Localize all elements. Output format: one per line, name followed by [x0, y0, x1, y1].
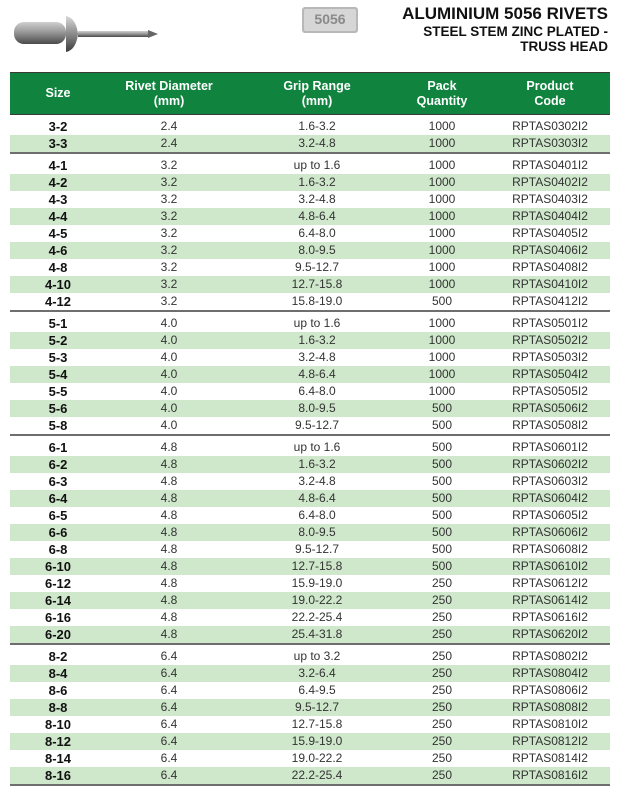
pack-quantity-cell: 250 — [431, 717, 453, 731]
size-cell: 3-3 — [48, 136, 68, 151]
pack-quantity-cell: 1000 — [428, 119, 456, 133]
diameter-cell: 4.0 — [160, 316, 178, 330]
product-code-cell: RPTAS0405I2 — [512, 226, 588, 240]
grip-range-cell: 12.7-15.8 — [291, 717, 343, 731]
pack-quantity-cell: 1000 — [428, 192, 456, 206]
product-code-cell: RPTAS0401I2 — [512, 158, 588, 172]
pack-quantity-cell: 1000 — [428, 243, 456, 257]
table-body — [10, 115, 610, 786]
table-row — [10, 293, 610, 310]
product-code-cell: RPTAS0816I2 — [512, 768, 588, 782]
pack-quantity-cell: 250 — [431, 734, 453, 748]
pack-quantity-cell: 1000 — [428, 350, 456, 364]
pack-quantity-cell: 500 — [431, 294, 453, 308]
table-row — [10, 366, 610, 383]
diameter-cell: 4.8 — [160, 542, 178, 556]
size-cell: 6-2 — [48, 457, 68, 472]
pack-quantity-cell: 250 — [431, 768, 453, 782]
diameter-cell: 6.4 — [160, 717, 178, 731]
table-row — [10, 558, 610, 575]
diameter-cell: 4.8 — [160, 474, 178, 488]
grip-range-cell: 8.0-9.5 — [298, 401, 336, 415]
product-code-cell: RPTAS0604I2 — [512, 491, 588, 505]
size-cell: 8-12 — [44, 734, 72, 749]
product-code-cell: RPTAS0302I2 — [512, 119, 588, 133]
product-code-cell: RPTAS0506I2 — [512, 401, 588, 415]
table-row — [10, 716, 610, 733]
diameter-cell: 4.8 — [160, 525, 178, 539]
size-cell: 8-6 — [48, 683, 68, 698]
size-cell: 4-10 — [44, 277, 72, 292]
pack-quantity-cell: 250 — [431, 666, 453, 680]
table-row — [10, 383, 610, 400]
size-cell: 6-14 — [44, 593, 72, 608]
diameter-cell: 3.2 — [160, 294, 178, 308]
table-row — [10, 208, 610, 225]
size-cell: 4-3 — [48, 192, 68, 207]
pack-quantity-cell: 1000 — [428, 367, 456, 381]
grip-range-cell: 19.0-22.2 — [291, 593, 343, 607]
pack-quantity-cell: 250 — [431, 576, 453, 590]
pack-quantity-cell: 1000 — [428, 209, 456, 223]
grip-range-cell: 3.2-4.8 — [298, 350, 336, 364]
diameter-cell: 4.0 — [160, 367, 178, 381]
size-cell: 4-4 — [48, 209, 68, 224]
col-header-size: Size — [45, 86, 71, 100]
title-line-1: ALUMINIUM 5056 RIVETS — [402, 4, 608, 23]
diameter-cell: 4.0 — [160, 350, 178, 364]
col-header-product-code: Product Code — [526, 78, 574, 108]
table-row — [10, 259, 610, 276]
diameter-cell: 6.4 — [160, 751, 178, 765]
grip-range-cell: 6.4-8.0 — [298, 226, 336, 240]
size-cell: 6-6 — [48, 525, 68, 540]
product-code-cell: RPTAS0602I2 — [512, 457, 588, 471]
diameter-cell: 3.2 — [160, 175, 178, 189]
table-row — [10, 592, 610, 609]
size-group — [10, 154, 610, 312]
size-cell: 5-5 — [48, 384, 68, 399]
product-code-cell: RPTAS0504I2 — [512, 367, 588, 381]
size-cell: 4-6 — [48, 243, 68, 258]
size-cell: 8-16 — [44, 768, 72, 783]
grip-range-cell: up to 1.6 — [293, 316, 341, 330]
product-code-cell: RPTAS0802I2 — [512, 649, 588, 663]
product-code-cell: RPTAS0620I2 — [512, 627, 588, 641]
size-cell: 4-12 — [44, 294, 72, 309]
table-row — [10, 315, 610, 332]
table-row — [10, 665, 610, 682]
table-row — [10, 225, 610, 242]
table-row — [10, 750, 610, 767]
table-row — [10, 575, 610, 592]
pack-quantity-cell: 1000 — [428, 384, 456, 398]
pack-quantity-cell: 1000 — [428, 175, 456, 189]
table-row — [10, 648, 610, 665]
size-cell: 6-10 — [44, 559, 72, 574]
grip-range-cell: 15.9-19.0 — [291, 734, 343, 748]
size-group — [10, 436, 610, 645]
grip-range-cell: 15.8-19.0 — [291, 294, 343, 308]
product-code-cell: RPTAS0606I2 — [512, 525, 588, 539]
table-row — [10, 135, 610, 152]
diameter-cell: 4.0 — [160, 333, 178, 347]
table-row — [10, 417, 610, 434]
grip-range-cell: 19.0-22.2 — [291, 751, 343, 765]
diameter-cell: 6.4 — [160, 649, 178, 663]
size-cell: 6-12 — [44, 576, 72, 591]
pack-quantity-cell: 500 — [431, 401, 453, 415]
size-cell: 8-8 — [48, 700, 68, 715]
grip-range-cell: 22.2-25.4 — [291, 768, 343, 782]
product-code-cell: RPTAS0814I2 — [512, 751, 588, 765]
product-code-cell: RPTAS0402I2 — [512, 175, 588, 189]
table-row — [10, 332, 610, 349]
diameter-cell: 4.8 — [160, 576, 178, 590]
size-cell: 6-5 — [48, 508, 68, 523]
pack-quantity-cell: 250 — [431, 683, 453, 697]
table-row — [10, 733, 610, 750]
pack-quantity-cell: 500 — [431, 542, 453, 556]
grip-range-cell: 3.2-4.8 — [298, 192, 336, 206]
diameter-cell: 4.8 — [160, 559, 178, 573]
pack-quantity-cell: 1000 — [428, 277, 456, 291]
table-row — [10, 456, 610, 473]
size-cell: 4-8 — [48, 260, 68, 275]
product-code-cell: RPTAS0406I2 — [512, 243, 588, 257]
table-row — [10, 541, 610, 558]
table-row — [10, 767, 610, 784]
rivet-icon — [10, 14, 160, 54]
grip-range-cell: 1.6-3.2 — [298, 119, 336, 133]
pack-quantity-cell: 500 — [431, 491, 453, 505]
size-cell: 8-10 — [44, 717, 72, 732]
table-row — [10, 507, 610, 524]
size-cell: 5-8 — [48, 418, 68, 433]
product-code-cell: RPTAS0804I2 — [512, 666, 588, 680]
product-code-cell: RPTAS0603I2 — [512, 474, 588, 488]
diameter-cell: 4.8 — [160, 593, 178, 607]
product-code-cell: RPTAS0812I2 — [512, 734, 588, 748]
size-cell: 5-6 — [48, 401, 68, 416]
grip-range-cell: up to 3.2 — [293, 649, 341, 663]
table-row — [10, 699, 610, 716]
product-code-cell: RPTAS0412I2 — [512, 294, 588, 308]
grip-range-cell: 12.7-15.8 — [291, 277, 343, 291]
pack-quantity-cell: 1000 — [428, 158, 456, 172]
grip-range-cell: 25.4-31.8 — [291, 627, 343, 641]
table-row — [10, 191, 610, 208]
grip-range-cell: 4.8-6.4 — [298, 491, 336, 505]
diameter-cell: 3.2 — [160, 158, 178, 172]
col-header-diameter: Rivet Diameter (mm) — [125, 78, 213, 108]
table-row — [10, 490, 610, 507]
grip-range-cell: 9.5-12.7 — [294, 418, 340, 432]
diameter-cell: 3.2 — [160, 209, 178, 223]
product-code-cell: RPTAS0505I2 — [512, 384, 588, 398]
product-code-cell: RPTAS0503I2 — [512, 350, 588, 364]
diameter-cell: 3.2 — [160, 226, 178, 240]
pack-quantity-cell: 250 — [431, 751, 453, 765]
size-group — [10, 115, 610, 154]
grip-range-cell: 9.5-12.7 — [294, 542, 340, 556]
product-code-cell: RPTAS0410I2 — [512, 277, 588, 291]
diameter-cell: 2.4 — [160, 119, 178, 133]
diameter-cell: 6.4 — [160, 683, 178, 697]
grip-range-cell: 1.6-3.2 — [298, 457, 336, 471]
size-cell: 5-1 — [48, 316, 68, 331]
pack-quantity-cell: 500 — [431, 474, 453, 488]
table-row — [10, 473, 610, 490]
title-line-2: STEEL STEM ZINC PLATED - — [423, 24, 608, 39]
size-cell: 4-1 — [48, 158, 68, 173]
diameter-cell: 6.4 — [160, 768, 178, 782]
pack-quantity-cell: 250 — [431, 610, 453, 624]
product-code-cell: RPTAS0616I2 — [512, 610, 588, 624]
product-code-cell: RPTAS0610I2 — [512, 559, 588, 573]
diameter-cell: 4.8 — [160, 627, 178, 641]
col-header-grip-range: Grip Range (mm) — [283, 78, 351, 108]
diameter-cell: 4.0 — [160, 418, 178, 432]
grip-range-cell: 8.0-9.5 — [298, 525, 336, 539]
product-code-cell: RPTAS0303I2 — [512, 136, 588, 150]
col-header-pack-quantity: Pack Quantity — [416, 78, 468, 108]
diameter-cell: 4.8 — [160, 440, 178, 454]
pack-quantity-cell: 500 — [431, 440, 453, 454]
size-cell: 8-14 — [44, 751, 72, 766]
grip-range-cell: 6.4-8.0 — [298, 384, 336, 398]
pack-quantity-cell: 500 — [431, 525, 453, 539]
grip-range-cell: 4.8-6.4 — [298, 209, 336, 223]
grip-range-cell: 3.2-4.8 — [298, 474, 336, 488]
grip-range-cell: 6.4-9.5 — [298, 683, 336, 697]
size-cell: 6-1 — [48, 440, 68, 455]
product-code-cell: RPTAS0408I2 — [512, 260, 588, 274]
diameter-cell: 4.8 — [160, 508, 178, 522]
pack-quantity-cell: 500 — [431, 457, 453, 471]
table-row — [10, 626, 610, 643]
pack-quantity-cell: 250 — [431, 649, 453, 663]
table-row — [10, 524, 610, 541]
size-cell: 3-2 — [48, 119, 68, 134]
pack-quantity-cell: 500 — [431, 418, 453, 432]
product-code-cell: RPTAS0601I2 — [512, 440, 588, 454]
size-cell: 5-4 — [48, 367, 68, 382]
diameter-cell: 4.8 — [160, 610, 178, 624]
size-cell: 5-2 — [48, 333, 68, 348]
grip-range-cell: 9.5-12.7 — [294, 260, 340, 274]
table-row — [10, 174, 610, 191]
size-cell: 4-2 — [48, 175, 68, 190]
pack-quantity-cell: 1000 — [428, 316, 456, 330]
pack-quantity-cell: 250 — [431, 627, 453, 641]
table-row — [10, 439, 610, 456]
page-header — [0, 0, 620, 66]
product-code-cell: RPTAS0501I2 — [512, 316, 588, 330]
grip-range-cell: 8.0-9.5 — [298, 243, 336, 257]
table-row — [10, 242, 610, 259]
grip-range-cell: 15.9-19.0 — [291, 576, 343, 590]
table-row — [10, 609, 610, 626]
diameter-cell: 2.4 — [160, 136, 178, 150]
grip-range-cell: 1.6-3.2 — [298, 175, 336, 189]
table-row — [10, 682, 610, 699]
product-code-cell: RPTAS0404I2 — [512, 209, 588, 223]
grip-range-cell: 6.4-8.0 — [298, 508, 336, 522]
pack-quantity-cell: 1000 — [428, 226, 456, 240]
page-title — [402, 4, 608, 54]
diameter-cell: 3.2 — [160, 192, 178, 206]
table-header — [10, 72, 610, 115]
pack-quantity-cell: 1000 — [428, 333, 456, 347]
product-code-cell: RPTAS0806I2 — [512, 683, 588, 697]
size-cell: 6-8 — [48, 542, 68, 557]
grip-range-cell: 3.2-4.8 — [298, 136, 336, 150]
grip-range-cell: up to 1.6 — [293, 158, 341, 172]
pack-quantity-cell: 500 — [431, 559, 453, 573]
grip-range-cell: up to 1.6 — [293, 440, 341, 454]
diameter-cell: 3.2 — [160, 243, 178, 257]
table-row — [10, 276, 610, 293]
pack-quantity-cell: 1000 — [428, 136, 456, 150]
size-cell: 6-16 — [44, 610, 72, 625]
diameter-cell: 6.4 — [160, 666, 178, 680]
title-line-3: TRUSS HEAD — [520, 39, 608, 54]
diameter-cell: 4.0 — [160, 384, 178, 398]
product-code-cell: RPTAS0605I2 — [512, 508, 588, 522]
grip-range-cell: 4.8-6.4 — [298, 367, 336, 381]
table-row — [10, 118, 610, 135]
table-row — [10, 349, 610, 366]
product-code-cell: RPTAS0608I2 — [512, 542, 588, 556]
rivet-spec-table — [10, 72, 610, 786]
diameter-cell: 4.8 — [160, 457, 178, 471]
size-cell: 5-3 — [48, 350, 68, 365]
diameter-cell: 3.2 — [160, 277, 178, 291]
diameter-cell: 4.0 — [160, 401, 178, 415]
grip-range-cell: 9.5-12.7 — [294, 700, 340, 714]
size-cell: 6-20 — [44, 627, 72, 642]
diameter-cell: 6.4 — [160, 700, 178, 714]
grip-range-cell: 22.2-25.4 — [291, 610, 343, 624]
grip-range-cell: 3.2-6.4 — [298, 666, 336, 680]
badge-text: 5056 — [314, 11, 346, 27]
pack-quantity-cell: 250 — [431, 700, 453, 714]
alloy-badge-icon — [302, 7, 358, 33]
size-cell: 6-4 — [48, 491, 68, 506]
size-cell: 8-4 — [48, 666, 68, 681]
diameter-cell: 3.2 — [160, 260, 178, 274]
size-group — [10, 312, 610, 436]
table-row — [10, 400, 610, 417]
product-code-cell: RPTAS0810I2 — [512, 717, 588, 731]
pack-quantity-cell: 500 — [431, 508, 453, 522]
product-code-cell: RPTAS0614I2 — [512, 593, 588, 607]
size-group — [10, 645, 610, 786]
grip-range-cell: 1.6-3.2 — [298, 333, 336, 347]
grip-range-cell: 12.7-15.8 — [291, 559, 343, 573]
size-cell: 4-5 — [48, 226, 68, 241]
size-cell: 6-3 — [48, 474, 68, 489]
pack-quantity-cell: 250 — [431, 593, 453, 607]
product-code-cell: RPTAS0808I2 — [512, 700, 588, 714]
product-code-cell: RPTAS0502I2 — [512, 333, 588, 347]
size-cell: 8-2 — [48, 649, 68, 664]
diameter-cell: 4.8 — [160, 491, 178, 505]
product-code-cell: RPTAS0508I2 — [512, 418, 588, 432]
table-row — [10, 157, 610, 174]
pack-quantity-cell: 1000 — [428, 260, 456, 274]
product-code-cell: RPTAS0403I2 — [512, 192, 588, 206]
product-code-cell: RPTAS0612I2 — [512, 576, 588, 590]
diameter-cell: 6.4 — [160, 734, 178, 748]
